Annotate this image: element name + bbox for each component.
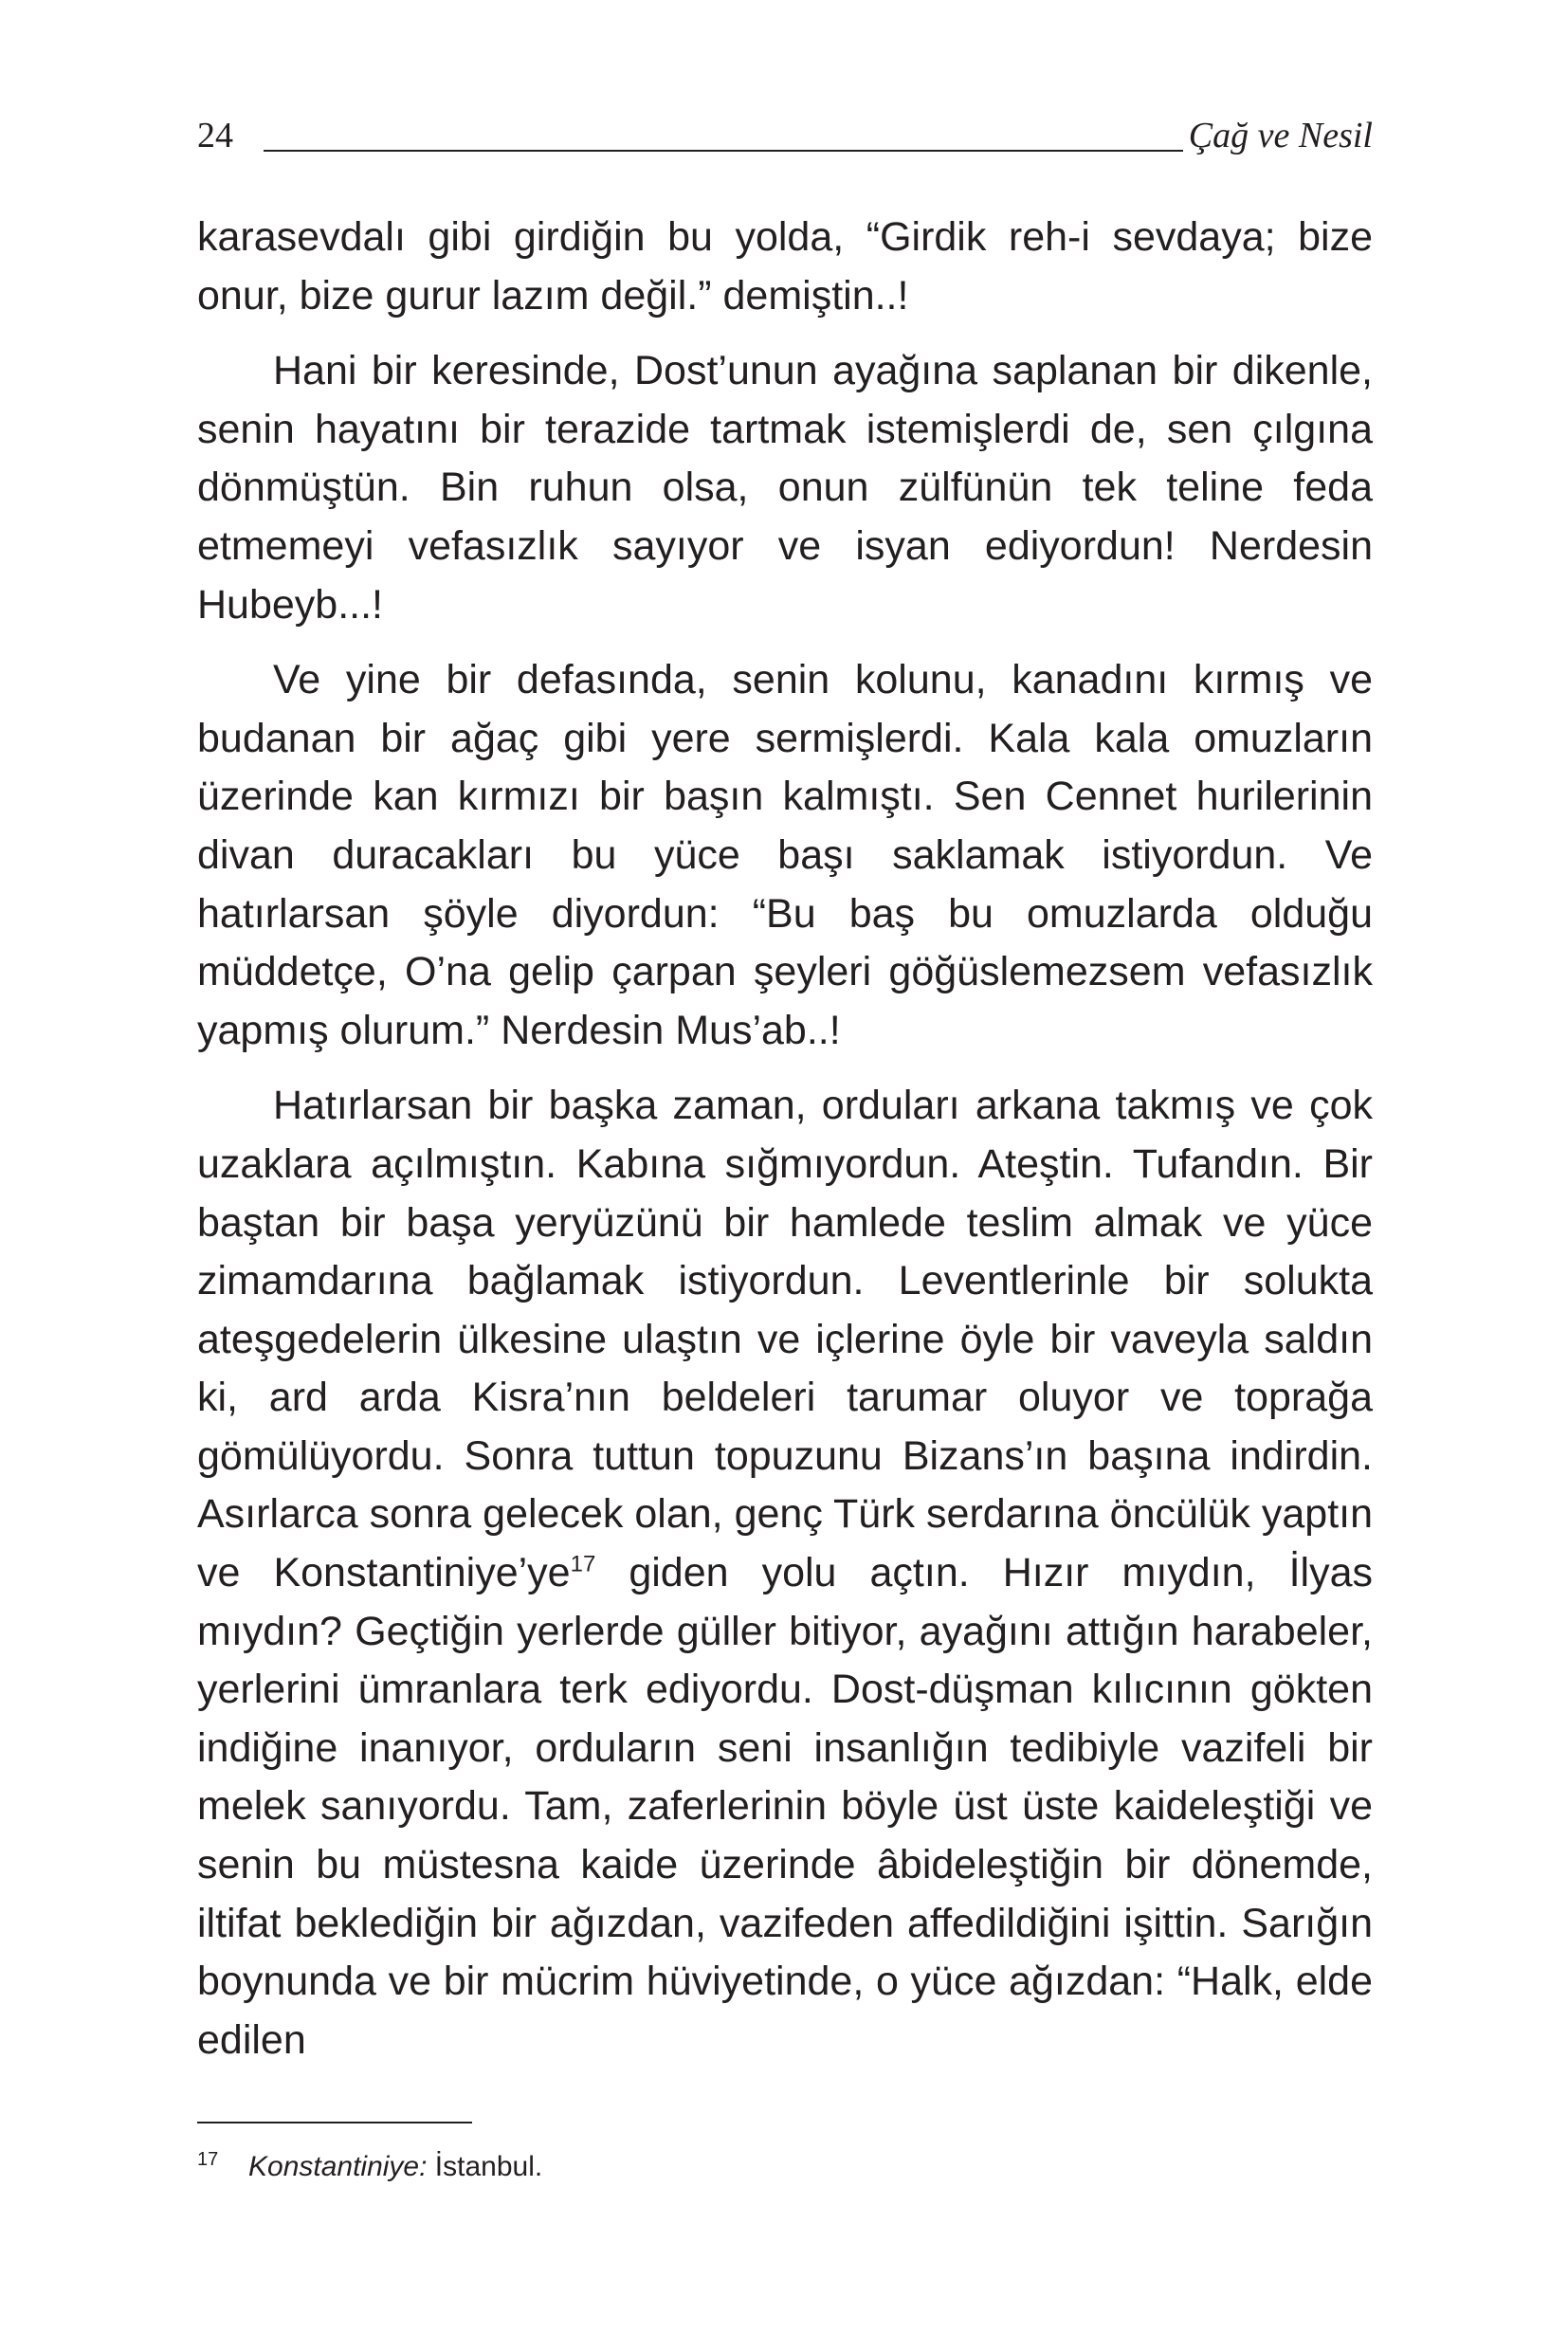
- page-number: 24: [197, 116, 233, 155]
- footnote-definition: İstanbul.: [427, 2151, 543, 2182]
- paragraph-2: Hani bir keresinde, Dost’unun ayağına saplanan bir dikenle, senin hayatını bir terazide tartmak istemişlerdi de, sen çılgına dönmüştün. Bin ruhun olsa, onun zülfünün tek teline feda etmemeyi vefasızlık sayıyor ve isyan ediyordun! Nerdesin Hubeyb...!: [197, 348, 1373, 628]
- footnote-rule: [197, 2122, 472, 2123]
- book-title: Çağ ve Nesil: [1188, 116, 1373, 155]
- paragraph-4: [197, 1077, 1373, 2069]
- running-head: [197, 112, 1373, 159]
- footnote: 17 Konstantiniye: İstanbul.: [197, 2149, 543, 2182]
- body-text: [197, 209, 1373, 2087]
- footnote-term: Konstantiniye:: [248, 2151, 428, 2182]
- footnote-reference: 17: [570, 1551, 596, 1577]
- header-rule: [264, 150, 1183, 152]
- paragraph-1: karasevdalı gibi girdiğin bu yolda, “Girdik reh-i sevdaya; bize onur, bize gurur lazım değil.” demiştin..!: [197, 214, 1373, 319]
- paragraph-3: Ve yine bir defasında, senin kolunu, kanadını kırmış ve budanan bir ağaç gibi yere sermişlerdi. Kala kala omuzların üzerinde kan kırmızı bir başın kalmıştı. Sen Cennet hurilerinin divan duracakları bu yüce başı saklamak istiyordun. Ve hatırlarsan şöyle diyordun: “Bu baş bu omuzlarda olduğu müddetçe, O’na gelip çarpan şeyleri göğüslemezsem vefasızlık yapmış olurum.” Nerdesin Mus’ab..!: [197, 657, 1373, 1053]
- paragraph-4-text-before: Hatırlarsan bir başka zaman, orduları arkana takmış ve çok uzaklara açılmıştın. Kabına sığmıyordun. Ateştin. Tufandın. Bir baştan bir başa yeryüzünü bir hamlede teslim almak ve yüce zimamdarına bağlamak istiyordun. Leventlerinle bir solukta ateşgedelerin ülkesine ulaştın ve içlerine öyle bir vaveyla saldın ki, ard arda Kisra’nın beldeleri tarumar oluyor ve toprağa gömülüyordu. Sonra tuttun topuzunu Bizans’ın başına indirdin. Asırlarca sonra gelecek olan, genç Türk serdarına öncülük yaptın ve Konstantiniye’ye: [197, 1083, 1373, 1596]
- paragraph-4-text-after: giden yolu açtın. Hızır mıydın, İlyas mıydın? Geçtiğin yerlerde güller bitiyor, ayağını attığın harabeler, yerlerini ümranlara terk ediyordu. Dost-düşman kılıcının gökten indiğine inanıyor, orduların seni insanlığın tedibiyle vazifeli bir melek sanıyordu. Tam, zaferlerinin böyle üst üste kaideleştiği ve senin bu müstesna kaide üzerinde âbideleştiğin bir dönemde, iltifat beklediğin bir ağızdan, vazifeden affedildiğini işittin. Sarığın boynunda ve bir mücrim hüviyetinde, o yüce ağızdan: “Halk, elde edilen: [197, 1550, 1373, 2063]
